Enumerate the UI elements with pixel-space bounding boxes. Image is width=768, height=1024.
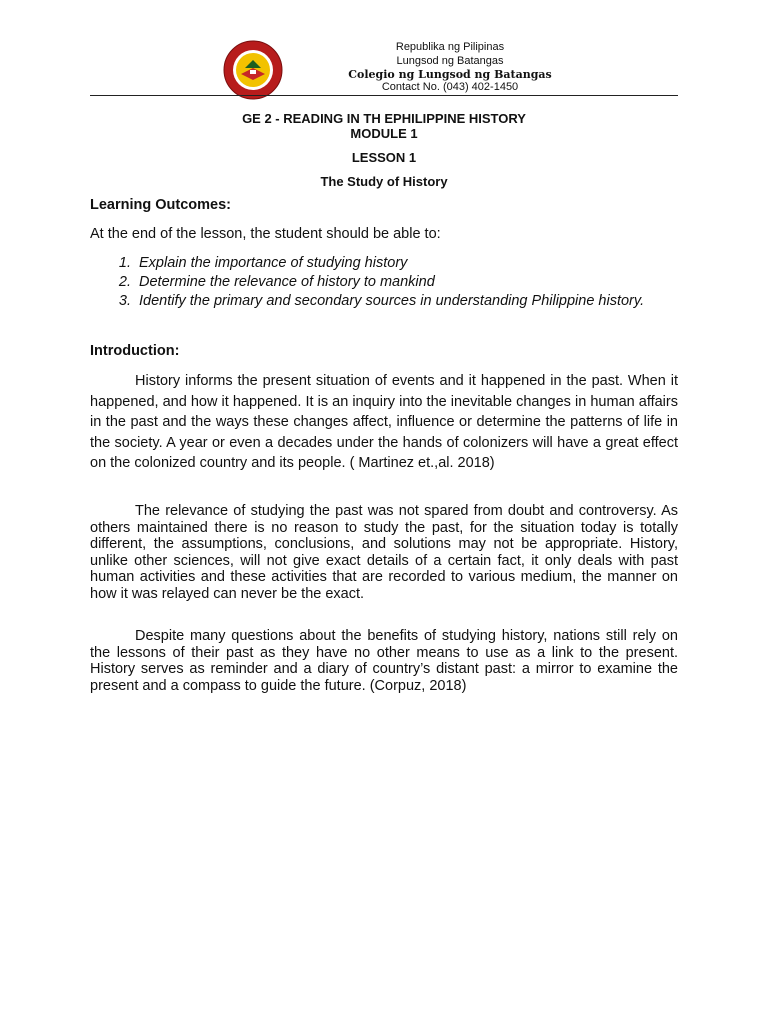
header-republic: Republika ng Pilipinas xyxy=(395,41,505,53)
intro-paragraph: The relevance of studying the past was not spared from doubt and controversy. As others maintained there is no reason to study the past, for the situation today is totally different, the assumptions, conclusions, and solutions may not be appropriate. History, unlike other sciences, will not give exact details of a certain fact, it only deals with past human activities and these activities that are recorded to various medium, the manner on how it was relayed can never be the exact. xyxy=(90,503,678,602)
lesson-number: LESSON 1 xyxy=(351,150,417,165)
header-contact: Contact No. (043) 402-1450 xyxy=(381,81,519,93)
intro-paragraph: History informs the present situation of events and it happened in the past. When it happened, and how it happened. It is an inquiry into the inevitable changes in human affairs in the past and the ways these changes affect, influence or determine the patterns of life in the society. A year or even a decades under the hands of colonizers will have a great effect on the colonized country and its people. ( Martinez et.,al. 2018) xyxy=(90,373,678,471)
list-item: 1. Explain the importance of studying history xyxy=(135,254,721,273)
header-divider xyxy=(90,95,678,96)
header-city: Lungsod ng Batangas xyxy=(396,55,504,67)
list-item: 2. Determine the relevance of history to mankind xyxy=(135,273,721,292)
learning-outcomes-lead: At the end of the lesson, the student should be able to: xyxy=(90,226,441,242)
course-title: GE 2 - READING IN TH EPHILIPPINE HISTORY xyxy=(242,111,526,126)
intro-paragraph: Despite many questions about the benefits of studying history, nations still rely on the lessons of their past as they have no other means to use as a link to the present. History serves as reminder and a diary of country’s distant past: a mirror to examine the present and a compass to guide the future. (Corpuz, 2018) xyxy=(90,628,678,694)
list-item: 3. Identify the primary and secondary sources in understanding Philippine history. xyxy=(135,292,721,311)
introduction-heading: Introduction: xyxy=(90,343,180,359)
college-seal-logo xyxy=(223,40,283,100)
learning-outcomes-heading: Learning Outcomes: xyxy=(90,197,231,213)
lesson-title: The Study of History xyxy=(320,174,448,189)
module-title: MODULE 1 xyxy=(350,126,418,141)
header-school-name: Colegio ng Lungsod ng Batangas xyxy=(348,68,552,81)
learning-outcomes-list xyxy=(90,254,721,311)
